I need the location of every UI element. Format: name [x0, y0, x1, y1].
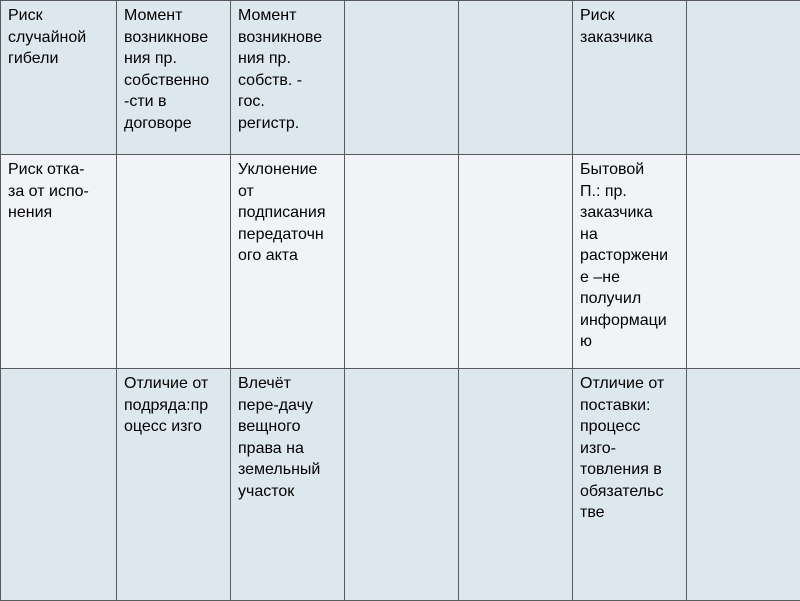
- table-cell: [573, 1, 687, 155]
- table-cell: [1, 155, 117, 369]
- table-cell: [345, 369, 459, 601]
- cell-text: Момент возникнове ния пр. собств. - гос. регистр.: [238, 5, 338, 134]
- table-cell: [573, 369, 687, 601]
- table-cell: [117, 155, 231, 369]
- table-cell: [1, 1, 117, 155]
- table-row-risk-refusal: [1, 155, 800, 369]
- table-cell: [231, 155, 345, 369]
- cell-text: Момент возникнове ния пр. собственно -сти в договоре: [124, 5, 224, 134]
- table-cell: [345, 155, 459, 369]
- table-cell: [231, 369, 345, 601]
- table-cell: [117, 369, 231, 601]
- table-cell: [1, 369, 117, 601]
- table-cell: [687, 369, 800, 601]
- table-cell: [459, 155, 573, 369]
- cell-text: Риск заказчика: [580, 5, 680, 48]
- table-row-risk-accidental-loss: [1, 1, 800, 155]
- table-cell: [687, 155, 800, 369]
- cell-text: Риск отка- за от испо- нения: [8, 159, 110, 224]
- cell-text: Отличие от поставки: процесс изго- товления в обязательс тве: [580, 373, 680, 524]
- table-cell: [231, 1, 345, 155]
- table-cell: [117, 1, 231, 155]
- table-cell: [459, 369, 573, 601]
- table-cell: [345, 1, 459, 155]
- table-cell: [687, 1, 800, 155]
- cell-text: Влечёт пере-дачу вещного права на земельный участок: [238, 373, 338, 502]
- table-row-differences: [1, 369, 800, 601]
- table-cell: [459, 1, 573, 155]
- table-cell: [573, 155, 687, 369]
- cell-text: Отличие от подряда:пр оцесс изго: [124, 373, 224, 438]
- cell-text: Бытовой П.: пр. заказчика на расторжени е –не получил информаци ю: [580, 159, 680, 353]
- cell-text: Риск случайной гибели: [8, 5, 110, 70]
- cell-text: Уклонение от подписания передаточн ого акта: [238, 159, 338, 267]
